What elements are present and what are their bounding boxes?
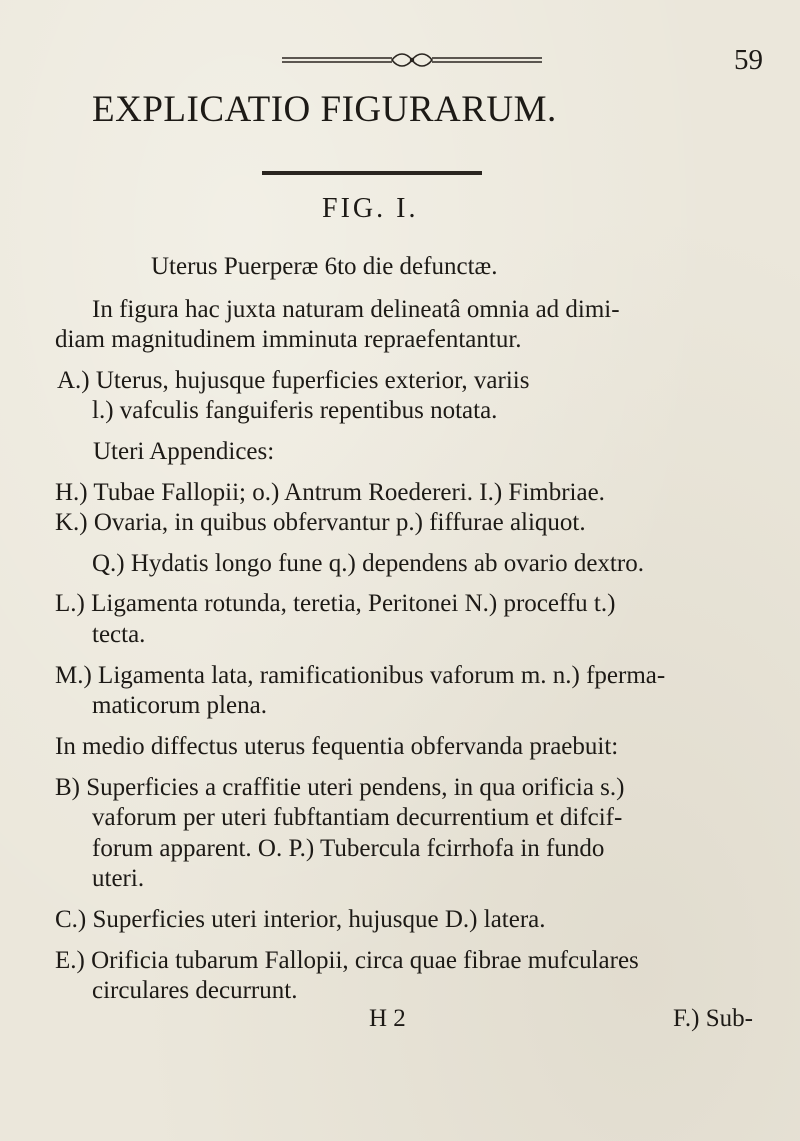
body-line: vaforum per uteri fubftantiam decurrentium et difcif-	[92, 804, 623, 831]
body-line: In figura hac juxta naturam delineatâ omnia ad dimi-	[92, 296, 620, 323]
body-line: circulares decurrunt.	[92, 977, 298, 1004]
body-line: forum apparent. O. P.) Tubercula fcirrhofa in fundo	[92, 835, 605, 862]
body-line: Q.) Hydatis longo fune q.) dependens ab ovario dextro.	[92, 550, 644, 577]
body-line: Uterus Puerperæ 6to die defunctæ.	[151, 253, 498, 280]
body-line: L.) Ligamenta rotunda, teretia, Peritonei N.) proceffu t.)	[55, 590, 616, 617]
body-line: Uteri Appendices:	[93, 438, 275, 465]
body-line: K.) Ovaria, in quibus obfervantur p.) fiffurae aliquot.	[55, 509, 586, 536]
page-title: EXPLICATIO FIGURARUM.	[92, 89, 557, 130]
body-line: maticorum plena.	[92, 692, 267, 719]
catchword: F.) Sub-	[673, 1005, 753, 1032]
body-line: uteri.	[92, 865, 145, 892]
figure-heading: FIG. I.	[322, 193, 419, 224]
body-line: tecta.	[92, 621, 146, 648]
body-line: C.) Superficies uteri interior, hujusque D.) latera.	[55, 906, 546, 933]
title-divider	[262, 171, 482, 175]
body-line: In medio diffectus uterus fequentia obfervanda praebuit:	[55, 733, 619, 760]
body-line: H.) Tubae Fallopii; o.) Antrum Roedereri. I.) Fimbriae.	[55, 479, 605, 506]
signature-mark: H 2	[369, 1005, 406, 1032]
body-line: diam magnitudinem imminuta repraefentantur.	[55, 326, 522, 353]
body-line: E.) Orificia tubarum Fallopii, circa quae fibrae mufculares	[55, 947, 639, 974]
body-line: A.) Uterus, hujusque fuperficies exterior, variis	[57, 367, 530, 394]
body-line: B) Superficies a craffitie uteri pendens, in qua orificia s.)	[55, 774, 625, 801]
page-number: 59	[734, 44, 763, 76]
body-line: M.) Ligamenta lata, ramificationibus vaforum m. n.) fperma-	[55, 662, 666, 689]
header-ornament	[282, 52, 542, 68]
body-line: l.) vafculis fanguiferis repentibus notata.	[92, 397, 498, 424]
